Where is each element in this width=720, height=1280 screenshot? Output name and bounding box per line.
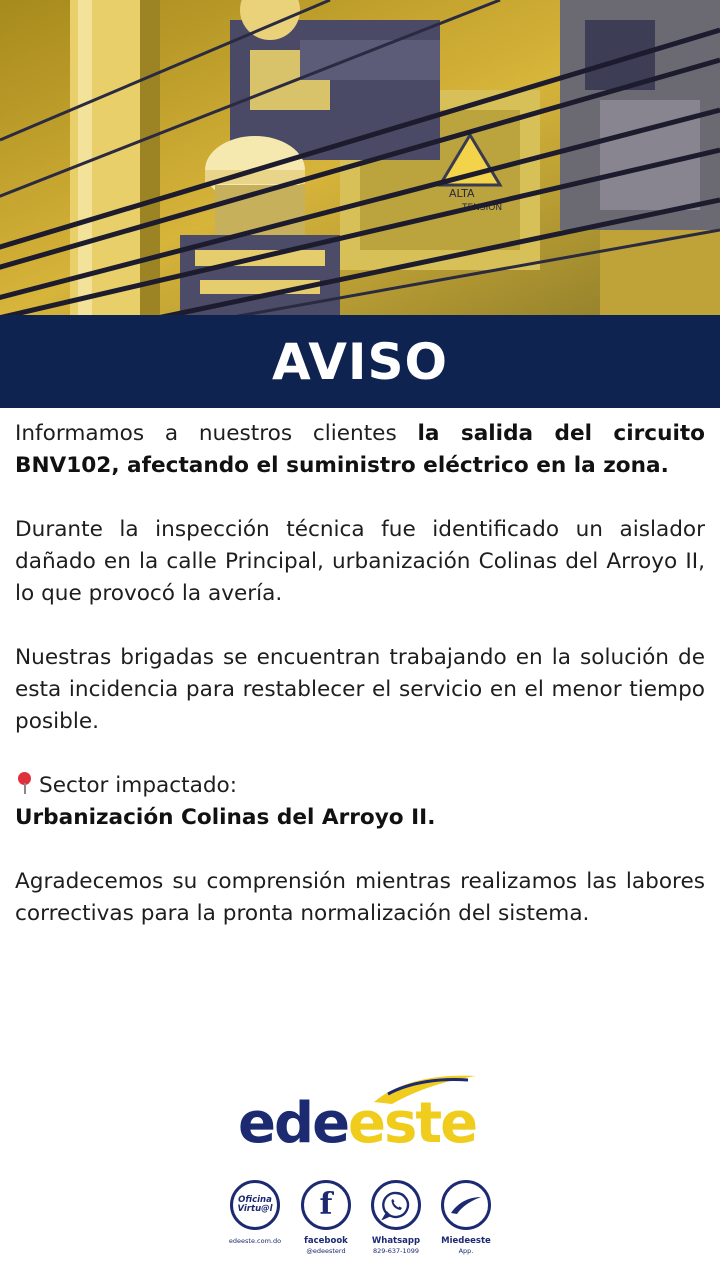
notice-paragraph-2: Durante la inspección técnica fue identificado un aislador dañado en la calle Principal, urbanización Colinas del Arroyo II, lo que provocó la avería. bbox=[15, 517, 705, 606]
facebook-f-glyph: f bbox=[319, 1187, 333, 1222]
banner-title: AVISO bbox=[271, 332, 449, 391]
hero-sign-text-1: ALTA bbox=[449, 187, 475, 200]
app-swoosh-icon bbox=[449, 1195, 483, 1215]
whatsapp-number: 829-637-1099 bbox=[372, 1247, 420, 1255]
logo-part-ede: ede bbox=[238, 1091, 349, 1156]
notice-body bbox=[15, 418, 705, 930]
whatsapp-icon[interactable] bbox=[371, 1180, 421, 1230]
oficina-virtual-label[interactable] bbox=[220, 1236, 290, 1246]
whatsapp-label-text: Whatsapp bbox=[371, 1236, 421, 1246]
logo-wordmark bbox=[238, 1091, 477, 1156]
oficina-virtual-icon-text: Oficina Virtu@l bbox=[237, 1195, 273, 1214]
facebook-label-text: facebook bbox=[304, 1236, 348, 1246]
hero-illustration bbox=[0, 0, 720, 315]
app-icon[interactable] bbox=[441, 1180, 491, 1230]
contact-channels bbox=[228, 1180, 498, 1260]
facebook-label[interactable] bbox=[291, 1236, 361, 1256]
notice-paragraph-3: Nuestras brigadas se encuentran trabajando en la solución de esta incidencia para restablecer el servicio en el menor tiempo posible. bbox=[15, 645, 705, 734]
sector-value: Urbanización Colinas del Arroyo II. bbox=[15, 805, 436, 830]
whatsapp-label[interactable] bbox=[361, 1236, 431, 1256]
whatsapp-glyph-icon bbox=[381, 1190, 411, 1220]
facebook-handle: @edeesterd bbox=[306, 1247, 346, 1255]
notice-p1-text: Informamos a nuestros clientes bbox=[15, 421, 418, 446]
app-sub: App. bbox=[458, 1247, 474, 1255]
app-label-text: Miedeeste bbox=[441, 1236, 491, 1246]
aviso-banner bbox=[0, 315, 720, 408]
website-label: edeeste.com.do bbox=[228, 1237, 282, 1245]
oficina-virtual-icon[interactable] bbox=[230, 1180, 280, 1230]
notice-paragraph-1 bbox=[15, 418, 705, 482]
sector-value-line bbox=[15, 802, 705, 834]
notice-p1-bold: la salida del circuito BNV102, afectando el suministro eléctrico en la zona. bbox=[15, 421, 706, 478]
facebook-icon[interactable] bbox=[301, 1180, 351, 1230]
edeeste-logo bbox=[230, 1072, 490, 1162]
app-label[interactable] bbox=[431, 1236, 501, 1256]
sector-label-line bbox=[15, 770, 705, 802]
hero-sign-text-2: TENSION bbox=[462, 203, 503, 213]
sector-label: Sector impactado: bbox=[39, 773, 238, 798]
location-pin-icon bbox=[15, 771, 33, 795]
hero-image bbox=[0, 0, 720, 315]
notice-paragraph-5: Agradecemos su comprensión mientras realizamos las labores correctivas para la pronta normalización del sistema. bbox=[15, 869, 705, 926]
logo-part-este: este bbox=[348, 1091, 477, 1156]
